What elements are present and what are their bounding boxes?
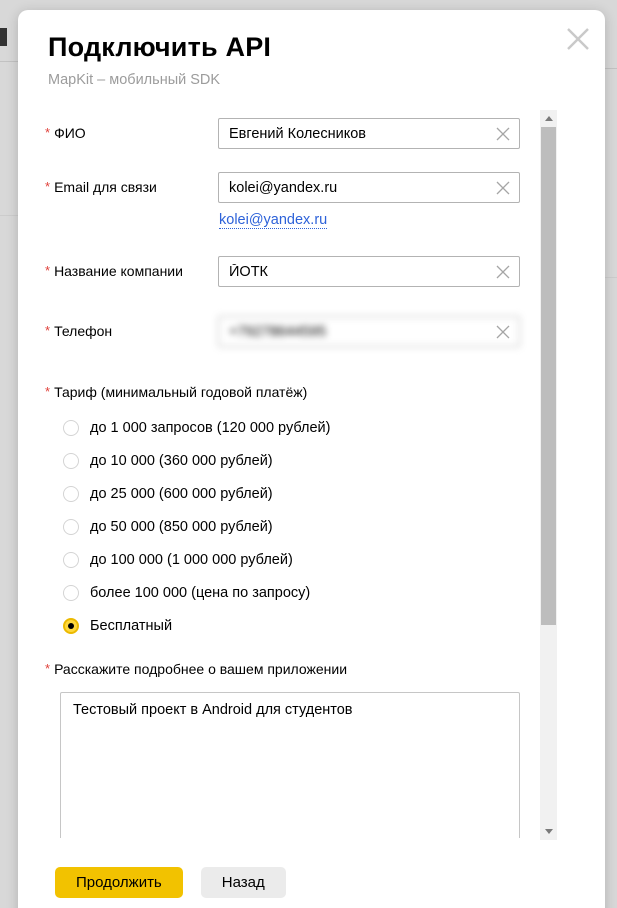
clear-icon (495, 180, 511, 196)
email-label: * Email для связи (45, 179, 157, 195)
field-row-phone (45, 316, 538, 347)
radio-icon (63, 585, 79, 601)
tariff-option-over-100000[interactable]: более 100 000 (цена по запросу) (63, 584, 538, 601)
tariff-option-50000[interactable]: до 50 000 (850 000 рублей) (63, 518, 538, 535)
tariff-option-10000[interactable]: до 10 000 (360 000 рублей) (63, 452, 538, 469)
required-asterisk: * (45, 263, 51, 278)
required-asterisk: * (45, 384, 51, 399)
dialog-header (18, 10, 605, 88)
tariff-option-25000[interactable]: до 25 000 (600 000 рублей) (63, 485, 538, 502)
continue-button[interactable]: Продолжить (55, 867, 183, 898)
fio-label: * ФИО (45, 125, 86, 141)
close-button[interactable] (563, 24, 593, 54)
radio-icon (63, 552, 79, 568)
company-label: * Название компании (45, 263, 183, 279)
close-icon (565, 26, 591, 52)
field-row-email (45, 172, 538, 229)
radio-icon (63, 618, 79, 634)
form-scroll-area (18, 110, 605, 838)
scrollbar-down-arrow[interactable] (540, 823, 557, 840)
clear-icon (495, 126, 511, 142)
clear-phone-button[interactable] (494, 323, 512, 341)
required-asterisk: * (45, 661, 51, 676)
tariff-option-free[interactable]: Бесплатный (63, 617, 538, 634)
email-input[interactable] (218, 172, 520, 203)
background-divider (0, 215, 18, 216)
clear-company-button[interactable] (494, 263, 512, 281)
required-asterisk: * (45, 179, 51, 194)
triangle-up-icon (545, 116, 553, 121)
email-suggestion-link[interactable]: kolei@yandex.ru (219, 212, 328, 228)
field-row-company (45, 256, 538, 287)
radio-icon (63, 453, 79, 469)
fio-input[interactable] (218, 118, 520, 149)
back-button[interactable]: Назад (201, 867, 286, 898)
scrollbar-up-arrow[interactable] (540, 110, 557, 127)
clear-icon (495, 264, 511, 280)
field-row-fio (45, 118, 538, 149)
radio-icon (63, 420, 79, 436)
dialog-subtitle: MapKit – мобильный SDK (48, 72, 221, 88)
phone-input[interactable] (218, 316, 520, 347)
background-divider (0, 61, 18, 62)
clear-email-button[interactable] (494, 179, 512, 197)
tariff-group-label: * Тариф (минимальный годовой платёж) (45, 384, 308, 400)
about-label: * Расскажите подробнее о вашем приложении (45, 661, 348, 677)
connect-api-dialog (18, 10, 605, 908)
clear-icon (495, 324, 511, 340)
tariff-option-1000[interactable]: до 1 000 запросов (120 000 рублей) (63, 419, 538, 436)
radio-icon (63, 486, 79, 502)
background-divider (605, 68, 617, 69)
clear-fio-button[interactable] (494, 125, 512, 143)
phone-label: * Телефон (45, 323, 113, 339)
radio-icon (63, 519, 79, 535)
required-asterisk: * (45, 125, 51, 140)
dialog-footer (55, 867, 286, 898)
background-divider (605, 277, 617, 278)
tariff-radio-group (63, 419, 538, 634)
tariff-option-100000[interactable]: до 100 000 (1 000 000 рублей) (63, 551, 538, 568)
about-textarea[interactable] (60, 692, 520, 838)
dialog-scrollbar[interactable] (540, 110, 557, 840)
dialog-title: Подключить API (48, 32, 272, 62)
required-asterisk: * (45, 323, 51, 338)
scrollbar-thumb[interactable] (541, 127, 556, 625)
triangle-down-icon (545, 829, 553, 834)
background-page-fragment (0, 28, 7, 46)
company-input[interactable] (218, 256, 520, 287)
